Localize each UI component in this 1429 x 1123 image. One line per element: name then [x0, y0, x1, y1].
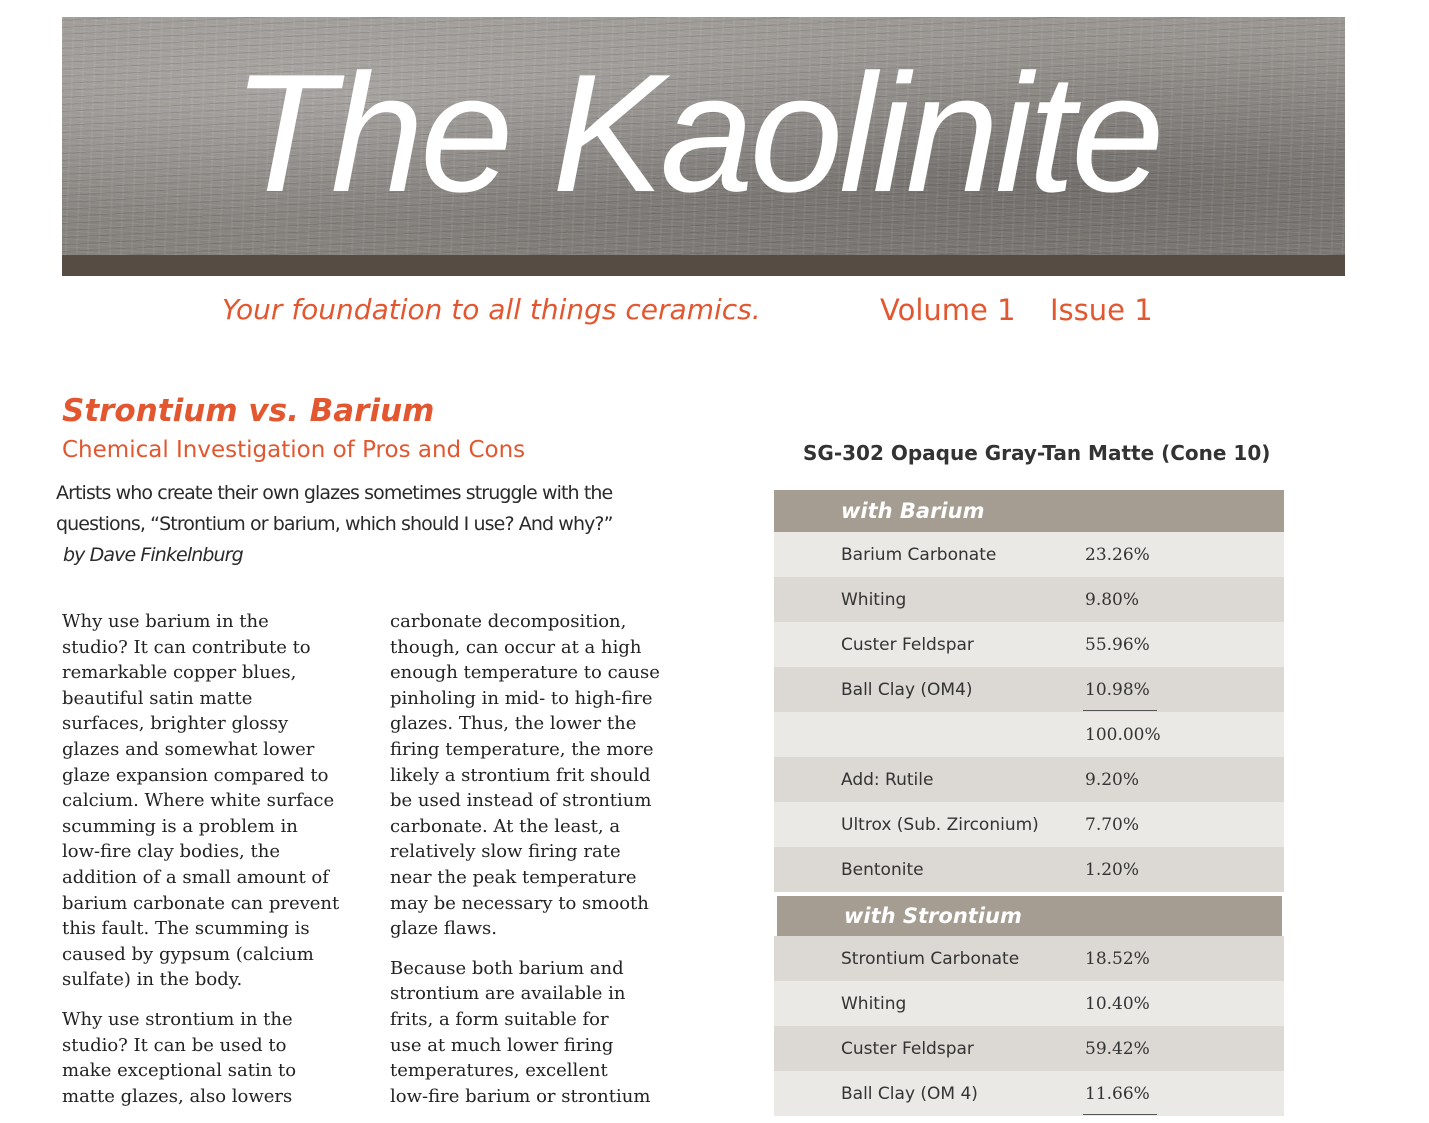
ingredient-name: Whiting [841, 993, 907, 1014]
recipe-table [774, 490, 1284, 1116]
text-line: Why use barium in the [62, 611, 269, 632]
text-line: beautiful satin matte [62, 687, 253, 709]
ingredient-name: Ultrox (Sub. Zirconium) [841, 814, 1039, 835]
recipe-row [774, 1071, 1284, 1116]
ingredient-name: Whiting [841, 589, 907, 610]
text-line: matte glazes, also lowers [62, 1085, 293, 1107]
text-line: remarkable copper blues, [62, 662, 297, 684]
article-column-2 [390, 609, 690, 1123]
text-line: glaze expansion compared to [62, 764, 329, 786]
text-line: be used instead of strontium [390, 790, 652, 812]
tagline: Your foundation to all things ceramics. [222, 293, 761, 326]
issue-label: Issue 1 [1050, 293, 1153, 327]
ingredient-percent: 23.26% [1085, 544, 1150, 565]
ingredient-name: Add: Rutile [841, 769, 934, 790]
text-line: carbonate decomposition, [390, 611, 627, 632]
recipe-row [774, 622, 1284, 667]
text-line: firing temperature, the more [390, 738, 654, 760]
text-line: addition of a small amount of [62, 866, 329, 888]
text-line: frits, a form suitable for [390, 1008, 609, 1030]
text-line: studio? It can be used to [62, 1034, 287, 1056]
text-line: carbonate. At the least, a [390, 815, 621, 837]
recipe-row [774, 532, 1284, 577]
ingredient-percent: 10.40% [1085, 993, 1150, 1014]
article-paragraph [62, 609, 362, 993]
ingredient-name: Custer Feldspar [841, 1038, 974, 1059]
text-line: glazes. Thus, the lower the [390, 713, 637, 735]
recipe-row [774, 577, 1284, 622]
text-line: scumming is a problem in [62, 815, 298, 837]
ingredient-percent: 7.70% [1085, 814, 1140, 835]
text-line: pinholing in mid- to high-fire [390, 687, 653, 709]
text-line: make exceptional satin to [62, 1060, 297, 1082]
article-byline: by Dave Finkelnburg [63, 544, 243, 566]
masthead-rule [62, 255, 1345, 276]
recipe-row [774, 981, 1284, 1026]
ingredient-name: Custer Feldspar [841, 634, 974, 655]
recipe-row [774, 1026, 1284, 1071]
recipe-row [774, 667, 1284, 712]
text-line: low-fire barium or strontium [390, 1085, 651, 1107]
text-line: use at much lower firing [390, 1034, 614, 1056]
article-deck: Artists who create their own glazes sometimes struggle with the questions, “Strontium or barium, which should I use? And why?” [56, 482, 613, 535]
masthead-banner [62, 17, 1345, 255]
volume-label: Volume 1 [880, 293, 1016, 327]
article-subtitle: Chemical Investigation of Pros and Cons [62, 437, 526, 463]
text-line: glaze flaws. [390, 918, 497, 940]
ingredient-name: Ball Clay (OM4) [841, 679, 973, 700]
ingredient-name: Barium Carbonate [841, 544, 997, 565]
text-line: glazes and somewhat lower [62, 738, 315, 760]
ingredient-percent: 10.98% [1085, 680, 1155, 700]
text-line: studio? It can contribute to [62, 636, 311, 658]
text-line: likely a strontium frit should [390, 764, 651, 786]
ingredient-name: Ball Clay (OM 4) [841, 1083, 978, 1104]
article-paragraph [390, 609, 690, 942]
text-line: Because both barium and [390, 957, 624, 979]
ingredient-name: Bentonite [841, 859, 924, 880]
text-line: surfaces, brighter glossy [62, 713, 289, 735]
recipe-row [774, 936, 1284, 981]
section-header-strontium: with Strontium [777, 896, 1282, 936]
article-paragraph [62, 1007, 362, 1109]
text-line: strontium are available in [390, 983, 626, 1005]
ingredient-percent: 59.42% [1085, 1038, 1150, 1059]
recipe-row [774, 847, 1284, 892]
article-paragraph [390, 956, 690, 1110]
text-line: temperatures, excellent [390, 1060, 608, 1082]
ingredient-percent: 9.80% [1085, 589, 1140, 610]
recipe-row [774, 712, 1284, 757]
text-line: enough temperature to cause [390, 662, 660, 684]
text-line: relatively slow firing rate [390, 841, 621, 863]
section-header-barium: with Barium [774, 490, 1284, 532]
recipe-row [774, 757, 1284, 802]
barium-rows [774, 532, 1284, 892]
recipe-row [774, 802, 1284, 847]
text-line: barium carbonate can prevent [62, 892, 340, 914]
ingredient-percent: 11.66% [1085, 1084, 1155, 1104]
ingredient-percent: 100.00% [1085, 724, 1161, 745]
article-column-1 [62, 609, 362, 1123]
ingredient-name: Strontium Carbonate [841, 948, 1020, 969]
text-line: calcium. Where white surface [62, 790, 335, 812]
article-title: Strontium vs. Barium [62, 393, 435, 429]
text-line: caused by gypsum (calcium [62, 943, 314, 965]
newsletter-title: The Kaolinite [232, 39, 1161, 227]
recipe-title: SG-302 Opaque Gray-Tan Matte (Cone 10) [803, 441, 1271, 465]
ingredient-percent: 55.96% [1085, 634, 1150, 655]
text-line: may be necessary to smooth [390, 892, 649, 914]
strontium-rows [774, 936, 1284, 1116]
ingredient-percent: 1.20% [1085, 859, 1140, 880]
text-line: Why use strontium in the [62, 1008, 293, 1030]
text-line: this fault. The scumming is [62, 918, 310, 940]
text-line: though, can occur at a high [390, 636, 642, 658]
text-line: near the peak temperature [390, 866, 637, 888]
ingredient-percent: 9.20% [1085, 769, 1140, 790]
text-line: sulfate) in the body. [62, 969, 243, 991]
ingredient-percent: 18.52% [1085, 948, 1150, 969]
text-line: low-fire clay bodies, the [62, 841, 280, 863]
